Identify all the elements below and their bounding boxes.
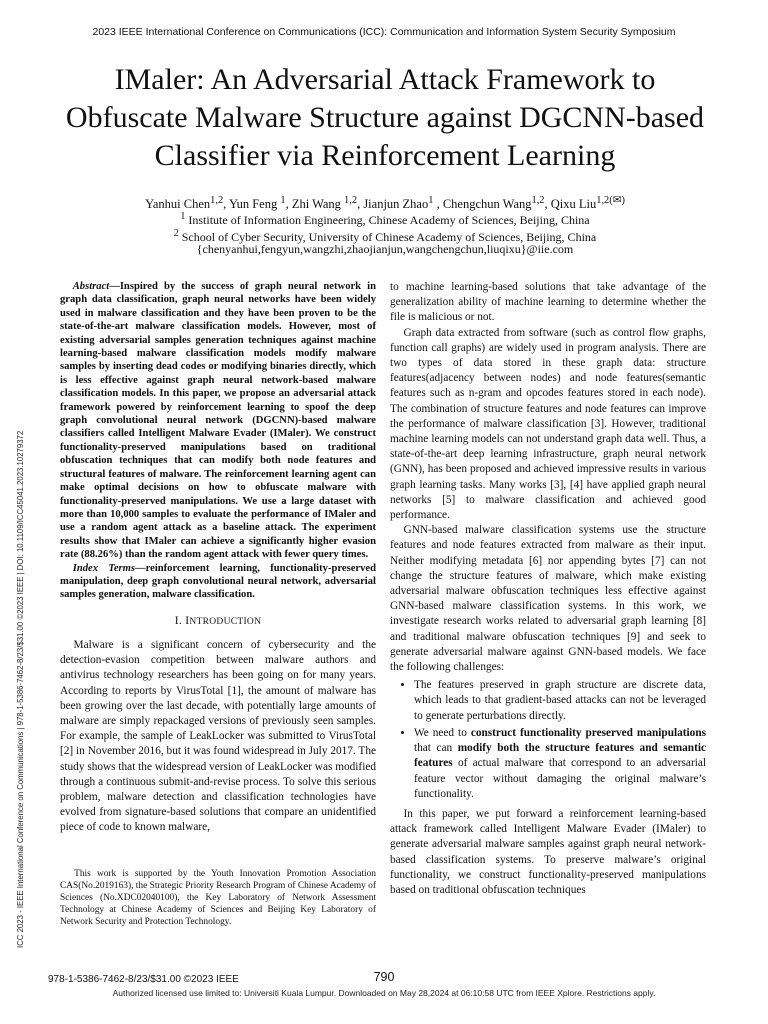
abstract-label: Abstract bbox=[72, 281, 110, 292]
intro-paragraph-1: Malware is a significant concern of cybersecurity and the detection-evasion competition between malware authors and antivirus technology researchers has been going on for many years. According to reports by VirusTotal [1], the amount of malware has been growing over the last decade, with potentially large amounts of malware are simply repackaged versions of previously seen samples. For example, the sample of LeakLocker was submitted to VirusTotal [2] in November 2016, but it was found widespread in July 2017. The study shows that the widespread version of LeakLocker was modified through a continuous submit-and-revise process. To solve this serious problem, malware detection and classification technologies have evolved from signature-based solutions that compare an unidentified piece of code to known malware, bbox=[60, 638, 376, 834]
author-affil-sup: 1 bbox=[428, 195, 434, 206]
author-name: Jianjun Zhao bbox=[363, 197, 429, 212]
challenge-2-part-e: of actual malware that correspond to an adversarial feature vector without damaging the original malware’s functionality. bbox=[414, 757, 706, 800]
index-terms-text: —reinforcement learning, functionality-preserved manipulation, deep graph convolutional neural network, adversarial samples generation, malware classification. bbox=[60, 562, 376, 601]
author-affil-sup: 1,2 bbox=[210, 195, 224, 206]
doi-side-text: ICC 2023 - IEEE International Conference on Communications | 978-1-5386-7462-8/23/$31.00 ©2023 IEEE | DOI: 10.1109/ICC45041.2023.10279372 bbox=[16, 430, 25, 948]
conference-header: 2023 IEEE International Conference on Communications (ICC): Communication and Information System Security Symposium bbox=[92, 26, 676, 38]
right-paragraph-2: Graph data extracted from software (such as control flow graphs, function call graphs) are widely used in program analysis. There are two types of data stored in these graph data: structure features(adjacency between nodes) and node features(semantic features such as n-gram and opcodes features stored in each node). The combination of structure features and node features can improve the performance of malware classification [3]. However, traditional machine learning models can not understand graph data well. Thus, a state-of-the-art deep learning infrastructure, graph neural network (GNN), has been proposed and achieved impressive results in various graph learning tasks. Many works [3], [4] have applied graph neural networks [5] to malware classification and achieved good performance. bbox=[390, 326, 706, 522]
funding-footnote bbox=[60, 868, 376, 928]
author-name: Qixu Liu bbox=[550, 197, 597, 212]
author-name: Yun Feng bbox=[228, 197, 281, 212]
challenge-item-1: • The features preserved in graph structure are discrete data, which leads to that gradient-based attacks can not be leveraged to generate perturbations directly. bbox=[414, 678, 706, 724]
left-column bbox=[60, 280, 376, 836]
author-affil-sup: 1,2 bbox=[531, 195, 545, 206]
author-name: Yanhui Chen bbox=[145, 197, 211, 212]
right-paragraph-1: to machine learning-based solutions that take advantage of the generalization ability of machine learning to determine whether the file is malicious or not. bbox=[390, 281, 706, 324]
section-heading-introduction bbox=[60, 614, 376, 630]
author-separator: , bbox=[223, 197, 229, 212]
footnote-text: This work is supported by the Youth Innovation Promotion Association CAS(No.2019163), the Strategic Priority Research Program of Chinese Academy of Sciences (No.XDC02040100), the Key Laboratory of Network Assessment Technology at Chinese Academy of Sciences and Beijing Key Laboratory of Network Security and Protection Technology. bbox=[60, 869, 376, 927]
author-separator: , bbox=[433, 197, 443, 212]
paper-title bbox=[40, 61, 730, 175]
author-name: Zhi Wang bbox=[291, 197, 345, 212]
right-paragraph-3: GNN-based malware classification systems use the structure features and node features extracted from malware as their input. Neither modifying metadata [6] nor appending bytes [7] can not change the structure features of malware, which make existing adversarial malware obfuscation techniques less effective against GNN-based malware classification systems. In this work, we investigate research works related to adversarial graph learning [8] and traditional malware obfuscation techniques [9] and seek to generate adversarial malware against GNN-based models. We face the following challenges: bbox=[390, 524, 706, 674]
challenge-item-2 bbox=[414, 726, 706, 802]
author-separator: , bbox=[544, 197, 551, 212]
challenge-2-bold-2: modify both the structure features and semantic features bbox=[414, 742, 707, 770]
right-column bbox=[390, 280, 706, 898]
affil-1-sup: 1 bbox=[180, 211, 186, 222]
isbn-copyright: 978-1-5386-7462-8/23/$31.00 ©2023 IEEE bbox=[48, 974, 239, 985]
author-separator: , bbox=[357, 197, 364, 212]
affil-2-sup: 2 bbox=[173, 228, 179, 239]
author-affil-sup: 1 bbox=[280, 195, 286, 206]
author-affil-sup: 1,2 bbox=[344, 195, 358, 206]
challenges-list bbox=[390, 678, 706, 802]
page-number: 790 bbox=[373, 970, 395, 984]
challenge-2-bold-1: construct functionality preserved manipulations bbox=[470, 726, 706, 739]
affil-1-text: Institute of Information Engineering, Chinese Academy of Sciences, Beijing, China bbox=[185, 213, 590, 227]
affil-2-text: School of Cyber Security, University of Chinese Academy of Sciences, Beijing, China bbox=[178, 230, 597, 244]
challenge-2-part-a: We need to bbox=[414, 726, 471, 739]
title-line-2: Obfuscate Malware Structure against DGCNN-based bbox=[65, 101, 705, 134]
right-paragraph-4: In this paper, we put forward a reinforcement learning-based attack framework called Intelligent Malware Evader (IMaler) to generate adversarial malware samples against graph neural network-based classification systems. To preserve malware’s original functionality, we construct functionality-preserved manipulations based on traditional obfuscation techniques bbox=[390, 807, 706, 896]
author-affil-sup: 1,2(✉) bbox=[596, 195, 625, 206]
license-notice: Authorized licensed use limited to: Universiti Kuala Lumpur. Downloaded on May 28,2024 at 06:10:58 UTC from IEEE Xplore. Restrictions apply. bbox=[112, 988, 656, 998]
title-line-1: IMaler: An Adversarial Attack Framework to bbox=[114, 63, 656, 96]
section-numeral: I. I bbox=[174, 614, 190, 627]
title-line-3: Classifier via Reinforcement Learning bbox=[154, 139, 616, 172]
abstract-text: —Inspired by the success of graph neural network in graph data classification, graph neural networks have been widely used in malware classification and they have been proven to be the state-of-the-art malware classification models. However, most of existing adversarial samples generation techniques against machine learning-based malware classification models modify malware samples by inserting dead codes or modifying binaries directly, which is less effective against graph neural network-based malware classification models. In this paper, we propose an adversarial attack framework powered by reinforcement learning to spoof the deep graph convolutional neural network (DGCNN)-based malware classifiers called Intelligent Malware Evader (IMaler). We construct functionality-preserved manipulations based on traditional obfuscation techniques that can modify both node features and structural features of malware. The reinforcement learning agent can make optimal decisions on how to obfuscate malware with functionality-preserved manipulations. We use a large dataset with more than 10,000 samples to evaluate the performance of IMaler and use a random agent attack as a baseline attack. The experiment results show that IMaler can achieve a significantly higher evasion rate (88.26%) than the random agent attack with fewer query times. bbox=[60, 281, 376, 561]
author-separator: , bbox=[285, 197, 292, 212]
section-heading-rest: NTRODUCTION bbox=[189, 616, 262, 627]
index-terms bbox=[60, 562, 376, 602]
challenge-2-part-c: that can bbox=[414, 742, 458, 755]
abstract bbox=[60, 280, 376, 562]
index-terms-label: Index Terms bbox=[72, 562, 136, 574]
author-name: Chengchun Wang bbox=[442, 197, 532, 212]
author-emails: {chenyanhui,fengyun,wangzhi,zhaojianjun,wangchengchun,liuqixu}@iie.com bbox=[196, 242, 574, 256]
